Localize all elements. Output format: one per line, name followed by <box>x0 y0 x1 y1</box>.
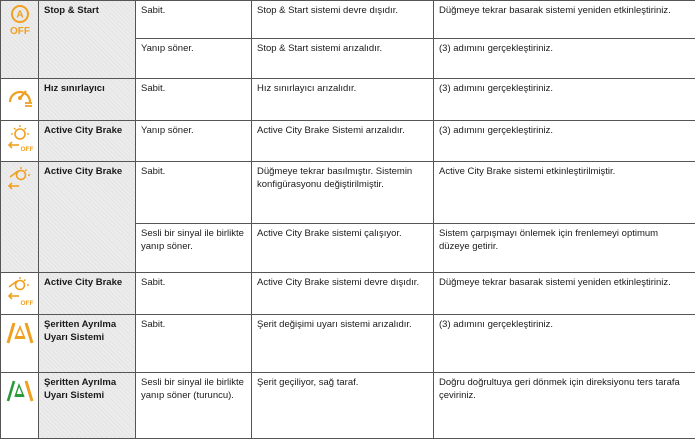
action-cell: (3) adımını gerçekleştiriniz. <box>434 121 695 162</box>
table-row <box>1 79 695 121</box>
system-name: Active City Brake <box>39 162 136 273</box>
stop-start-off-icon <box>1 1 39 79</box>
cause-cell: Düğmeye tekrar basılmıştır. Sistemin konfigürasyonu değiştirilmiştir. <box>252 162 434 224</box>
state-cell: Sesli bir sinyal ile birlikte yanıp söner. <box>136 224 252 273</box>
system-name: Şeritten Ayrılma Uyarı Sistemi <box>39 373 136 439</box>
action-cell: Düğmeye tekrar basarak sistemi yeniden etkinleştiriniz. <box>434 273 695 315</box>
state-cell: Sabit. <box>136 315 252 373</box>
action-cell: (3) adımını gerçekleştiriniz. <box>434 79 695 121</box>
active-city-brake-off-icon <box>1 121 39 162</box>
svg-text:OFF: OFF <box>20 300 33 307</box>
state-cell: Sabit. <box>136 273 252 315</box>
cause-cell: Stop & Start sistemi arızalıdır. <box>252 39 434 79</box>
table-row <box>1 162 695 224</box>
system-name: Hız sınırlayıcı <box>39 79 136 121</box>
state-cell: Sabit. <box>136 162 252 224</box>
action-cell: (3) adımını gerçekleştiriniz. <box>434 39 695 79</box>
cause-cell: Şerit geçiliyor, sağ taraf. <box>252 373 434 439</box>
state-cell: Sabit. <box>136 1 252 39</box>
state-cell: Yanıp söner. <box>136 39 252 79</box>
system-name: Active City Brake <box>39 273 136 315</box>
system-name: Şeritten Ayrılma Uyarı Sistemi <box>39 315 136 373</box>
system-name: Stop & Start <box>39 1 136 79</box>
action-cell: Düğmeye tekrar basarak sistemi yeniden etkinleştiriniz. <box>434 1 695 39</box>
table-row <box>1 1 695 39</box>
cause-cell: Stop & Start sistemi devre dışıdır. <box>252 1 434 39</box>
active-city-brake-off-icon-2 <box>1 273 39 315</box>
system-name: Active City Brake <box>39 121 136 162</box>
state-cell: Sesli bir sinyal ile birlikte yanıp söner (turuncu). <box>136 373 252 439</box>
speed-limiter-icon <box>1 79 39 121</box>
action-cell: (3) adımını gerçekleştiriniz. <box>434 315 695 373</box>
cause-cell: Şerit değişimi uyarı sistemi arızalıdır. <box>252 315 434 373</box>
active-city-brake-icon <box>1 162 39 273</box>
action-cell: Sistem çarpışmayı önlemek için frenlemeyi optimum düzeye getirir. <box>434 224 695 273</box>
state-cell: Yanıp söner. <box>136 121 252 162</box>
lane-departure-right-icon <box>1 373 39 439</box>
cause-cell: Hız sınırlayıcı arızalıdır. <box>252 79 434 121</box>
cause-cell: Active City Brake Sistemi arızalıdır. <box>252 121 434 162</box>
cause-cell: Active City Brake sistemi devre dışıdır. <box>252 273 434 315</box>
action-cell: Active City Brake sistemi etkinleştirilmiştir. <box>434 162 695 224</box>
table-row <box>1 315 695 373</box>
action-cell: Doğru doğrultuya geri dönmek için direksiyonu ters tarafa çeviriniz. <box>434 373 695 439</box>
svg-text:A: A <box>15 9 24 21</box>
cause-cell: Active City Brake sistemi çalışıyor. <box>252 224 434 273</box>
svg-text:OFF: OFF <box>9 26 30 37</box>
state-cell: Sabit. <box>136 79 252 121</box>
svg-text:OFF: OFF <box>20 146 33 153</box>
table-row <box>1 373 695 439</box>
table-row <box>1 273 695 315</box>
table-row <box>1 121 695 162</box>
lane-departure-warning-icon <box>1 315 39 373</box>
